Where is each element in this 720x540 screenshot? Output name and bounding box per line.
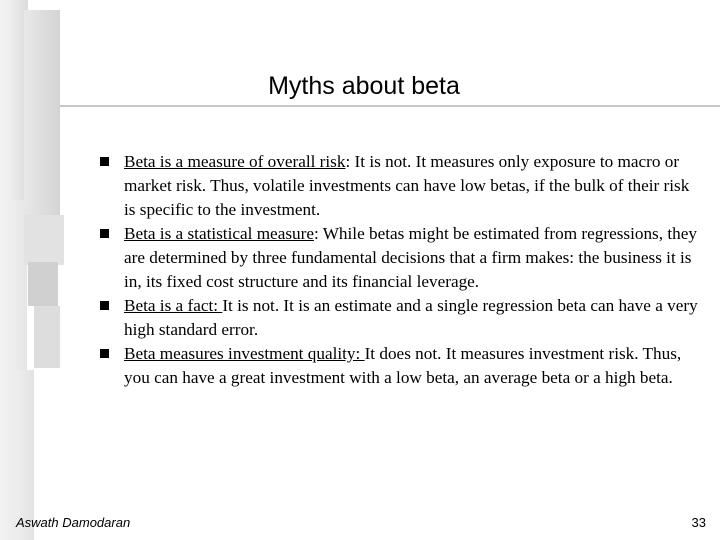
bullet-lead: Beta is a fact:	[124, 296, 223, 315]
square-bullet-icon	[100, 229, 109, 238]
square-bullet-icon	[100, 301, 109, 310]
bullet-lead: Beta measures investment quality:	[124, 344, 365, 363]
bullet-text: : It is not. It measures only exposure to macro or market risk. Thus, volatile investments can have low betas, if the bulk of their risk is specific to the investment.	[124, 152, 690, 219]
bullet-text: It is not. It is an estimate and a single regression beta can have a very high standard error.	[124, 296, 698, 339]
square-bullet-icon	[100, 349, 109, 358]
left-decor-bar	[24, 215, 64, 265]
bullet-list	[98, 150, 698, 390]
bullet-text: : While betas might be estimated from regressions, they are determined by three fundamental decisions that a firm makes: the business it is in, its fixed cost structure and its financial leverage.	[124, 224, 697, 291]
footer-author: Aswath Damodaran	[16, 515, 131, 530]
bullet-item	[98, 294, 698, 342]
bullet-item	[98, 150, 698, 222]
slide-title: Myths about beta	[268, 72, 460, 100]
bullet-text: It does not. It measures investment risk. Thus, you can have a great investment with a low beta, an average beta or a high beta.	[124, 344, 682, 387]
square-bullet-icon	[100, 157, 109, 166]
bullet-item	[98, 222, 698, 294]
bullet-item	[98, 342, 698, 390]
left-decor-bar	[28, 262, 58, 306]
page-number: 33	[691, 515, 706, 530]
title-divider	[60, 105, 720, 107]
left-decor-bar	[34, 306, 60, 368]
bullet-lead: Beta is a statistical measure	[124, 224, 314, 243]
left-decor-bar	[24, 10, 60, 215]
bullet-lead: Beta is a measure of overall risk	[124, 152, 346, 171]
